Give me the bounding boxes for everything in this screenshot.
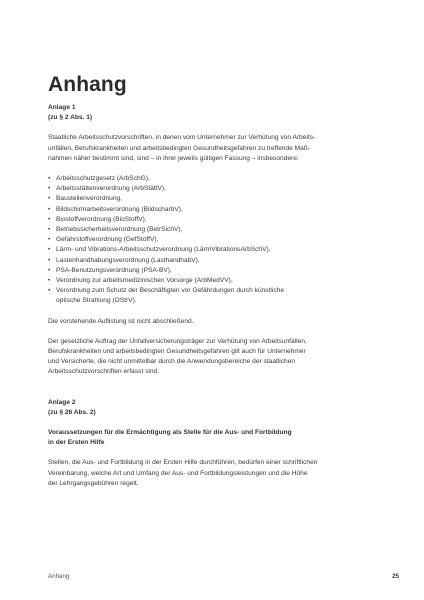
bullet-icon: •: [48, 195, 51, 203]
main-content: [48, 103, 378, 489]
anlage-1-intro: [48, 133, 378, 164]
anlage-2-subtitle: [48, 428, 378, 448]
bullet-icon: •: [48, 185, 51, 193]
bullet-icon: •: [48, 266, 51, 274]
list-item-text: Lärm- und Vibrations-Arbeitsschutzverordnung (LärmVibrationsArbSchV),: [56, 246, 271, 254]
list-item: [48, 225, 378, 235]
list-item-text: Lastenhandhabungsverordnung (LasthandhabV),: [56, 256, 200, 264]
list-item: [48, 235, 378, 245]
list-item-text: Arbeitsschutzgesetz (ArbSchG),: [56, 175, 150, 183]
text-line: in der Ersten Hilfe: [48, 439, 105, 447]
bullet-icon: •: [48, 215, 51, 223]
anlage-2-title: Anlage 2: [48, 398, 76, 406]
text-line: Staatliche Arbeitsschutzvorschriften, in denen vom Unternehmer zur Verhütung von Arbeits-: [48, 134, 316, 142]
list-item: [48, 174, 378, 184]
list-item-continuation: optische Strahlung (OStrV).: [56, 297, 137, 305]
bullet-icon: •: [48, 236, 51, 244]
bullet-icon: •: [48, 226, 51, 234]
bullet-icon: •: [48, 205, 51, 213]
text-line: Vereinbarung, welche Art und Umfang der Aus- und Fortbildungsleistungen und die Höhe: [48, 469, 308, 477]
list-item: [48, 286, 378, 306]
text-line: Stellen, die Aus- und Fortbildung in der Ersten Hilfe durchführen, bedürfen einer schriftlichen: [48, 459, 318, 467]
text-line: der Lehrgangsgebühren regelt.: [48, 479, 139, 487]
list-item: [48, 205, 378, 215]
list-item-text: Baustellenverordnung,: [56, 195, 122, 203]
anlage-1-title: Anlage 1: [48, 104, 76, 111]
list-item-text: PSA-Benutzungsverordnung (PSA-BV),: [56, 266, 172, 274]
bullet-icon: •: [48, 277, 51, 285]
text-line: unfällen, Berufskrankheiten und arbeitsbedingten Gesundheitsgefahren zu treffende Maß-: [48, 144, 310, 152]
list-item-text: Arbeitsstättenverordnung (ArbStättV),: [56, 185, 166, 193]
list-item-text: Verordnung zur arbeitsmedizinischen Vorsorge (ArbMedVV),: [56, 277, 233, 285]
anlage-2-body: [48, 458, 378, 489]
text-line: Voraussetzungen für die Ermächtigung als Stelle für die Aus- und Fortbildung: [48, 429, 292, 437]
anlage-1-paragraph-2: [48, 337, 378, 378]
list-item: [48, 276, 378, 286]
bullet-icon: •: [48, 175, 51, 183]
list-item-text: Bildschirmarbeitsverordnung (BildscharbV),: [56, 205, 183, 213]
list-item: [48, 256, 378, 266]
text-line: Arbeitsschutzvorschriften erfasst sind.: [48, 368, 160, 376]
text-line: und Versicherte, die nicht unmittelbar durch die Anwendungsbereiche der staatlichen: [48, 358, 296, 366]
bullet-icon: •: [48, 256, 51, 264]
text-line: nahmen näher bestimmt sind, sind – in ihrer jeweils gültigen Fassung – insbesondere:: [48, 154, 299, 162]
anlage-2-section: [48, 398, 378, 489]
closing-note: Die vorstehende Auflistung ist nicht abschließend.: [48, 317, 194, 325]
anlage-1-section: [48, 103, 378, 378]
footer-section-label: Anhang: [48, 573, 70, 580]
bullet-icon: •: [48, 246, 51, 254]
list-item: [48, 245, 378, 255]
text-line: Der gesetzliche Auftrag der Unfallversicherungsträger zur Verhütung von Arbeitsunfällen,: [48, 337, 307, 345]
list-item-text: Betriebssicherheitsverordnung (BetrSichV),: [56, 226, 183, 234]
list-item: [48, 266, 378, 276]
text-line: Berufskrankheiten und arbeitsbedingten Gesundheitsgefahren gilt auch für Unternehmer: [48, 348, 306, 356]
anlage-1-reference: (zu § 2 Abs. 1): [48, 114, 93, 122]
list-item-text: Gefahrstoffverordnung (GefStoffV),: [56, 236, 159, 244]
list-item: [48, 215, 378, 225]
page-title: Anhang: [48, 73, 127, 96]
list-item-text: Biostoffverordnung (BioStoffV),: [56, 215, 147, 223]
anlage-2-reference: (zu § 26 Abs. 2): [48, 408, 96, 416]
list-item-text: Verordnung zum Schutz der Beschäftigten vor Gefährdungen durch künstliche: [56, 287, 284, 295]
regulations-list: [48, 174, 378, 307]
list-item: [48, 184, 378, 194]
bullet-icon: •: [48, 287, 51, 295]
page-number: 25: [392, 573, 399, 580]
list-item: [48, 194, 378, 204]
